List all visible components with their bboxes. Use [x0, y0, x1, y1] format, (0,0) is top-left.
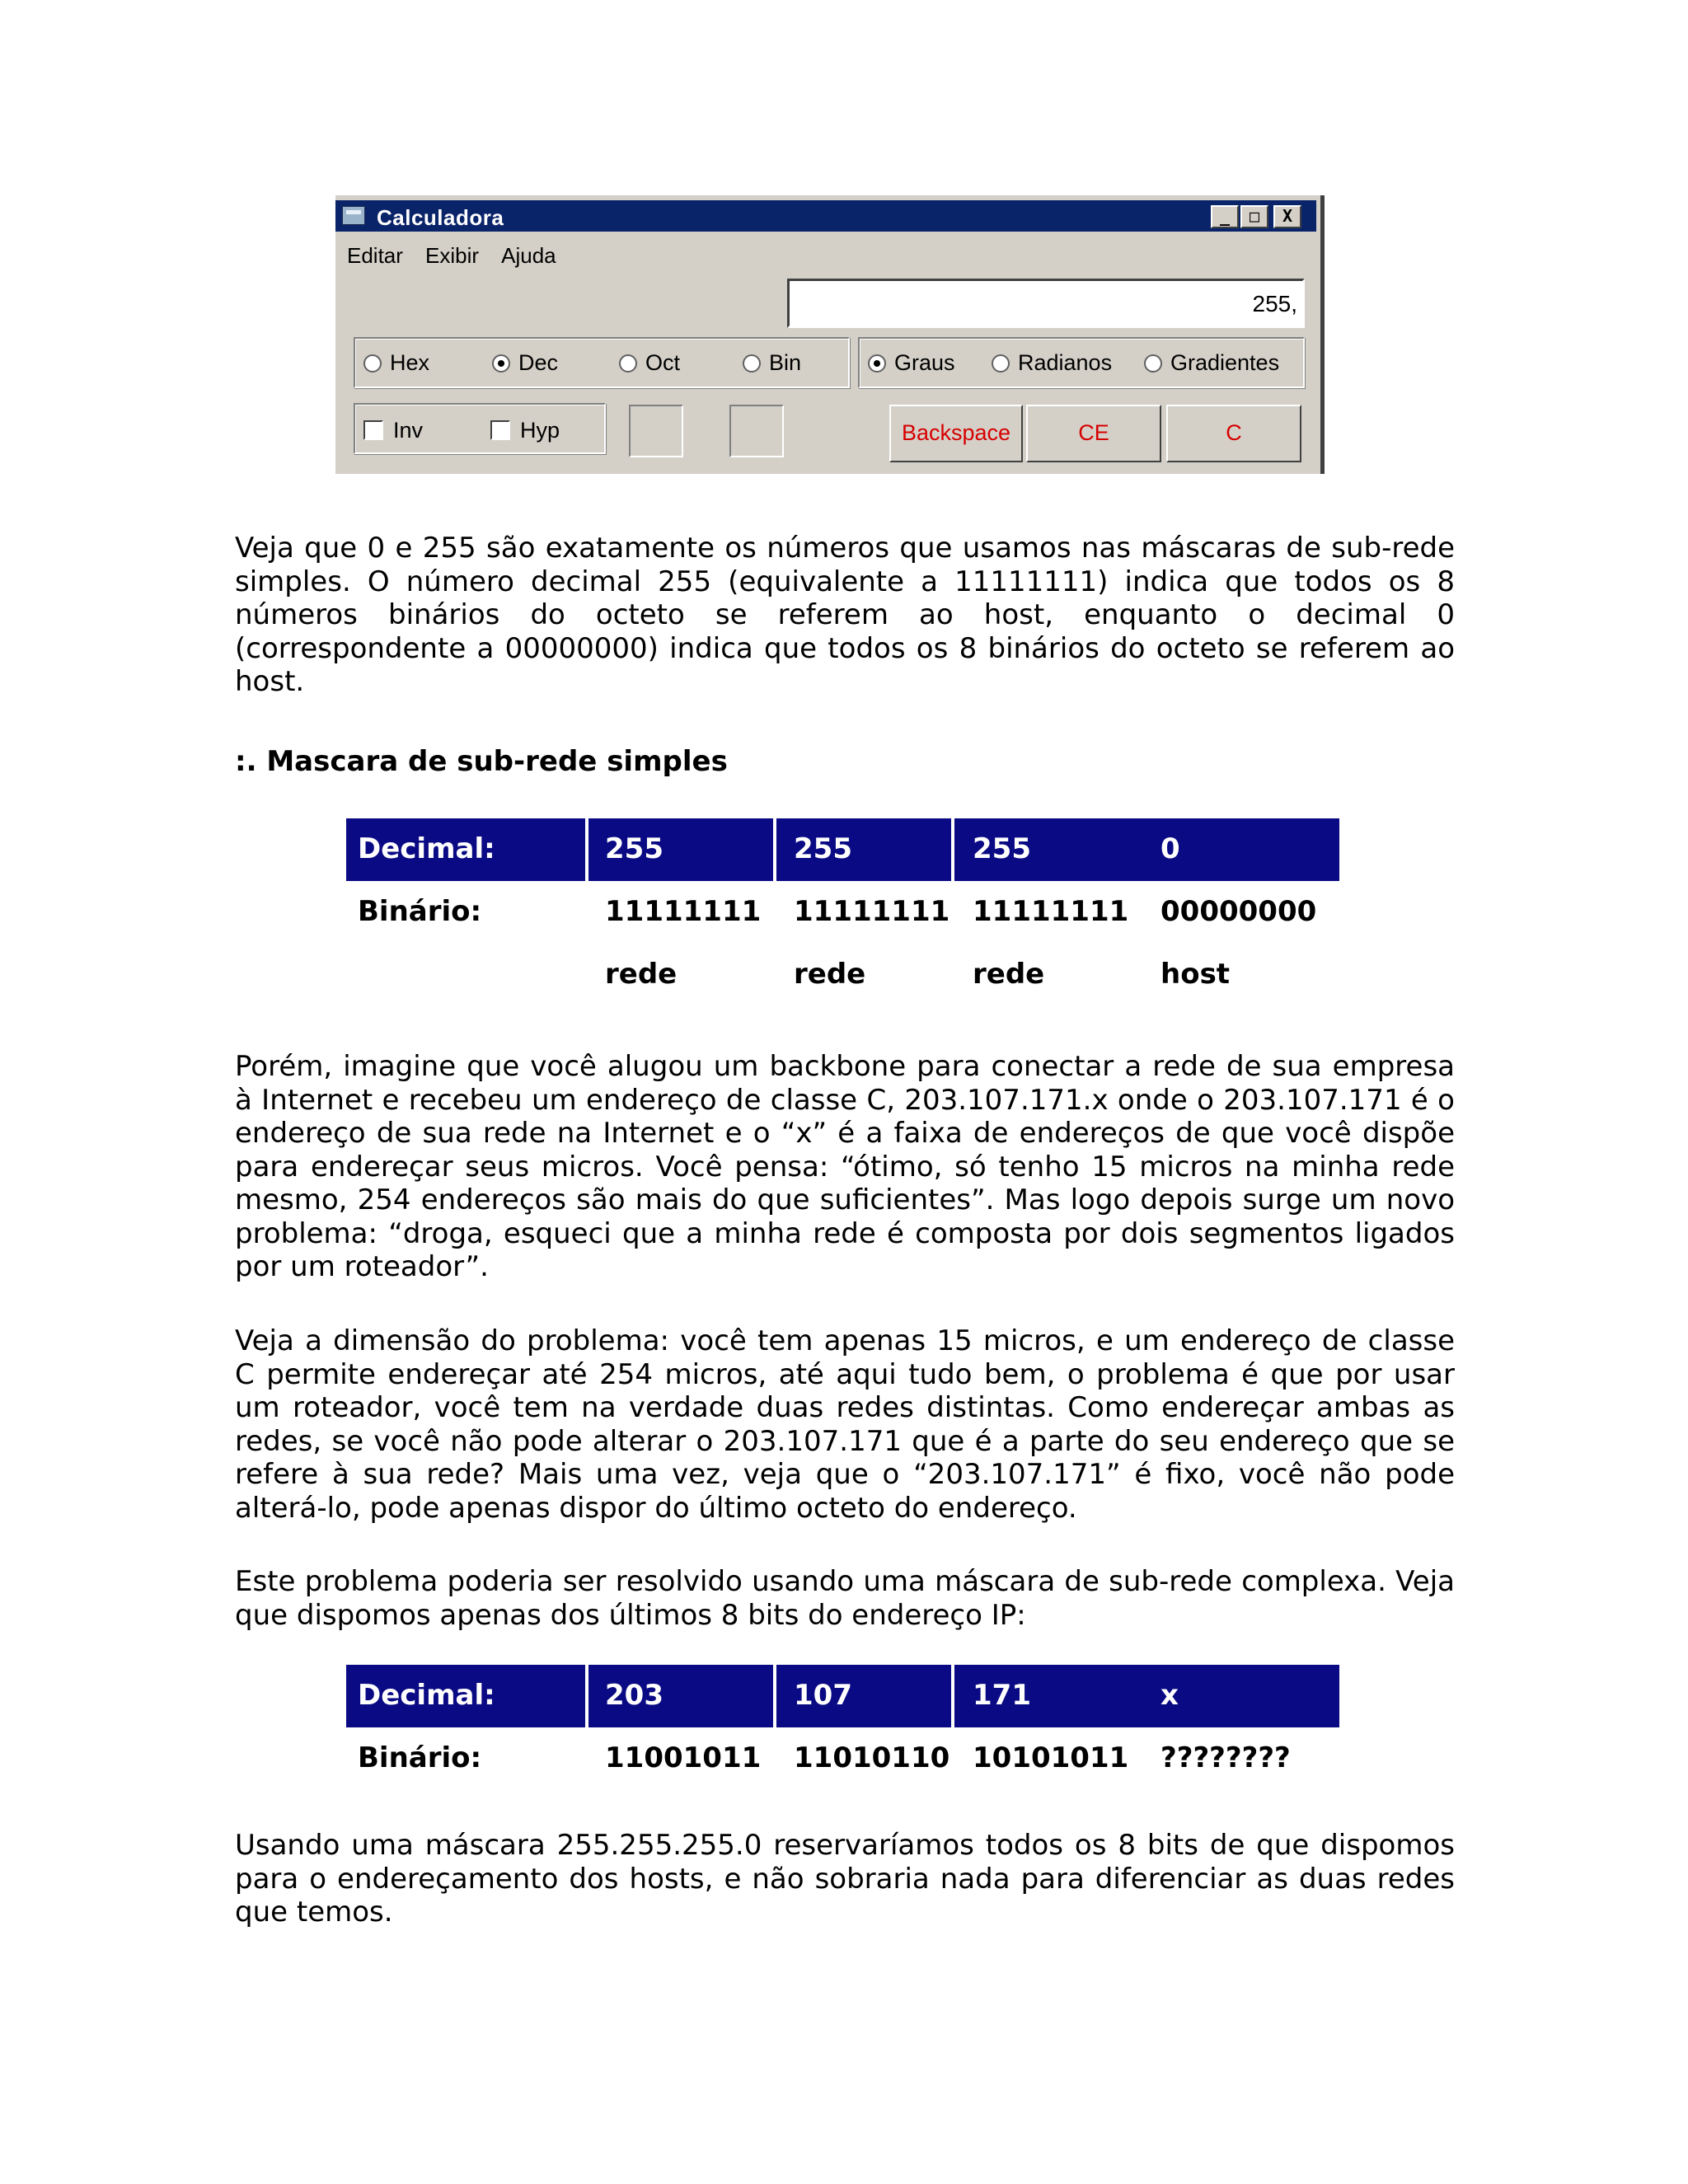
table-cell: x [1160, 1679, 1179, 1712]
table-row [346, 1665, 1339, 1727]
radio-graus-dot [868, 354, 886, 373]
checkbox-hyp-box [490, 420, 510, 440]
table-cell: 11111111 [605, 895, 762, 928]
close-button[interactable]: X [1273, 205, 1301, 228]
paragraph-4: Este problema poderia ser resolvido usando uma máscara de sub-rede complexa. Veja que dispomos apenas dos últimos 8 bits do endereço IP: [235, 1565, 1455, 1632]
radio-bin[interactable]: Bin [743, 350, 801, 376]
section-heading: :. Mascara de sub-rede simples [235, 745, 728, 778]
table-cell: Binário: [358, 1741, 482, 1774]
maximize-button[interactable]: □ [1240, 205, 1268, 228]
radio-gradientes[interactable]: Gradientes [1144, 350, 1279, 376]
menu-exibir[interactable]: Exibir [425, 243, 480, 268]
paragraph-3: Veja a dimensão do problema: você tem apenas 15 micros, e um endereço de classe C permite endereçar até 254 micros, até aqui tudo bem, o problema é que por usar um roteador, você tem na verdade duas redes distintas. Como endereçar ambas as redes, se você não pode alterar o 203.107.171 que é a parte do seu endereço que se refere à sua rede? Mais uma vez, veja que o “203.107.171” é fixo, você não pode alterá-lo, pode apenas dispor do último octeto do endereço. [235, 1324, 1455, 1525]
checkbox-hyp[interactable]: Hyp [490, 418, 560, 443]
table-cell: ???????? [1160, 1741, 1291, 1774]
radio-gradientes-dot [1144, 354, 1162, 373]
angle-radio-group [858, 337, 1305, 388]
column-divider [951, 1665, 954, 1727]
paragraph-1: Veja que 0 e 255 são exatamente os números que usamos nas máscaras de sub-rede simples. O número decimal 255 (equivalente a 11111111) indica que todos os 8 números binários do octeto se referem ao host, enquanto o decimal 0 (correspondente a 00000000) indica que todos os 8 binários do octeto se referem ao host. [235, 532, 1455, 698]
c-button[interactable]: C [1166, 405, 1301, 462]
radio-graus[interactable]: Graus [868, 350, 955, 376]
paragraph-2: Porém, imagine que você alugou um backbone para conectar a rede de sua empresa à Internet e recebeu um endereço de classe C, 203.107.171.x onde o 203.107.171 é o endereço de sua rede na Internet e o “x” é a faixa de endereços de que você dispõe para endereçar seus micros. Você pensa: “ótimo, só tenho 15 micros na minha rede mesmo, 254 endereços são mais do que suficientes”. Mas logo depois surge um novo problema: “droga, esqueci que a minha rede é composta por dois segmentos ligados por um roteador”. [235, 1050, 1455, 1283]
table-row [346, 1727, 1339, 1790]
table-cell: 255 [973, 832, 1031, 865]
radio-radianos-dot [992, 354, 1010, 373]
table-row [346, 944, 1339, 1006]
calculator-icon [342, 206, 365, 225]
window-title: Calculadora [377, 205, 504, 230]
calculator-window [335, 195, 1325, 474]
table-cell: 171 [973, 1679, 1031, 1712]
menu-bar [347, 243, 574, 273]
table-cell: 00000000 [1160, 895, 1317, 928]
backspace-button[interactable]: Backspace [889, 405, 1023, 462]
radio-oct[interactable]: Oct [619, 350, 680, 376]
radio-hex[interactable]: Hex [363, 350, 429, 376]
memory-indicator [629, 405, 683, 457]
radio-radianos[interactable]: Radianos [992, 350, 1112, 376]
table-row [346, 881, 1339, 944]
table-cell: 255 [794, 832, 852, 865]
table-cell: Decimal: [358, 832, 495, 865]
table-cell: 11111111 [794, 895, 950, 928]
modifier-checkbox-group [354, 403, 606, 454]
table-cell: 107 [794, 1679, 852, 1712]
table-cell: Binário: [358, 895, 482, 928]
checkbox-inv[interactable]: Inv [363, 418, 423, 443]
paragraph-5: Usando uma máscara 255.255.255.0 reservaríamos todos os 8 bits de que dispomos para o endereçamento dos hosts, e não sobraria nada para diferenciar as duas redes que temos. [235, 1829, 1455, 1929]
table-cell: 11010110 [794, 1741, 950, 1774]
ip-address-table [346, 1665, 1339, 1790]
column-divider [585, 1665, 588, 1727]
title-bar[interactable] [335, 200, 1316, 232]
table-cell: Decimal: [358, 1679, 495, 1712]
checkbox-inv-box [363, 420, 383, 440]
radio-hex-dot [363, 354, 382, 373]
table-cell: 10101011 [973, 1741, 1129, 1774]
column-divider [773, 1665, 776, 1727]
base-radio-group [354, 337, 850, 388]
radio-oct-dot [619, 354, 637, 373]
table-cell: 11001011 [605, 1741, 762, 1774]
table-cell: 11111111 [973, 895, 1129, 928]
column-divider [773, 818, 776, 881]
radio-dec-dot [492, 354, 510, 373]
table-cell: host [1160, 958, 1231, 991]
table-cell: 203 [605, 1679, 663, 1712]
calculator-display: 255, [787, 279, 1305, 328]
minimize-button[interactable]: _ [1211, 205, 1239, 228]
table-cell: rede [605, 958, 678, 991]
table-cell: 0 [1160, 832, 1180, 865]
column-divider [951, 818, 954, 881]
table-cell: rede [794, 958, 866, 991]
radio-dec[interactable]: Dec [492, 350, 558, 376]
ce-button[interactable]: CE [1026, 405, 1161, 462]
table-row [346, 818, 1339, 881]
parenthesis-indicator [729, 405, 784, 457]
subnet-mask-table [346, 818, 1339, 1006]
menu-editar[interactable]: Editar [347, 243, 403, 268]
table-cell: rede [973, 958, 1045, 991]
menu-ajuda[interactable]: Ajuda [501, 243, 556, 268]
column-divider [585, 818, 588, 881]
radio-bin-dot [743, 354, 761, 373]
table-cell: 255 [605, 832, 663, 865]
